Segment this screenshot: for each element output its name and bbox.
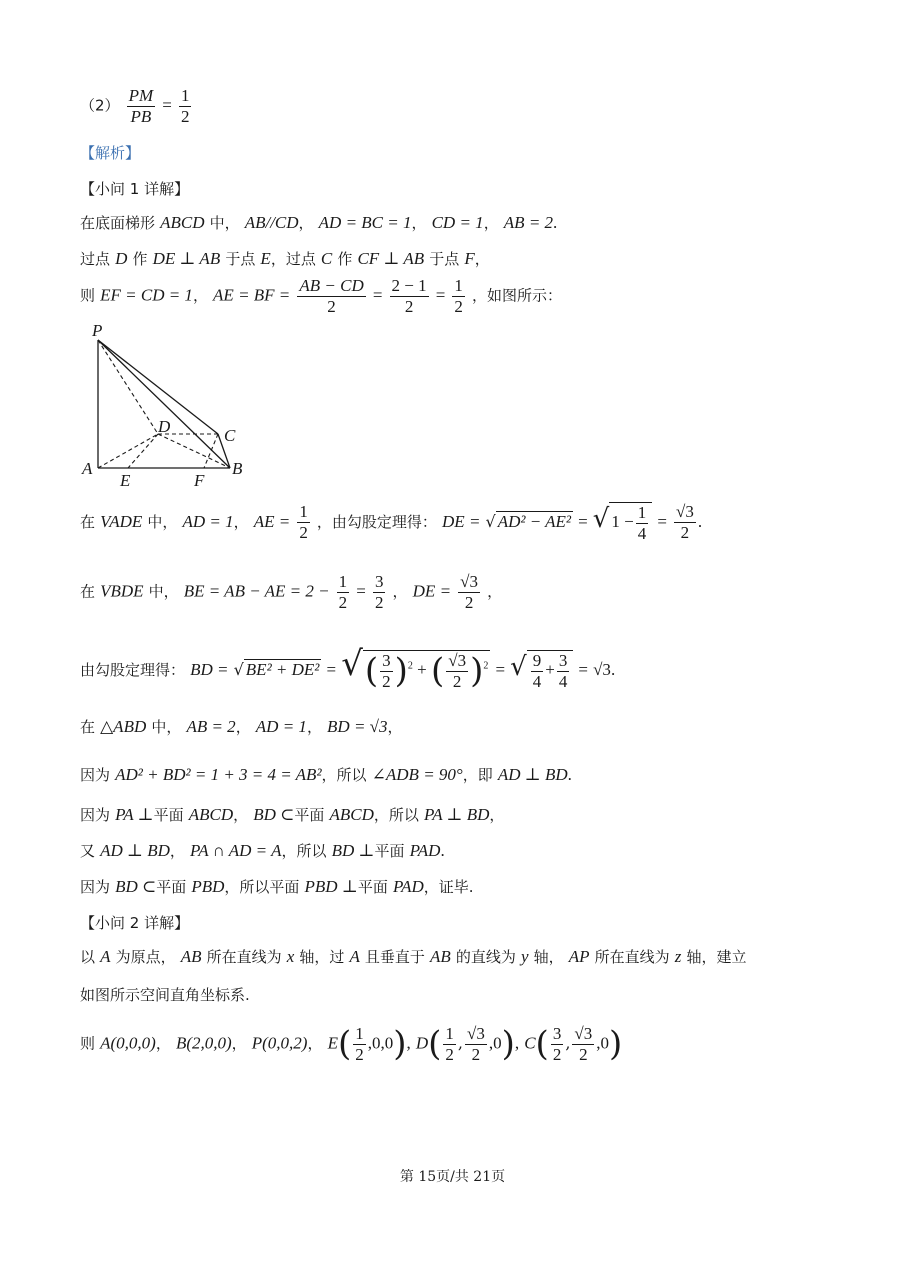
text: 所在直线为 — [206, 948, 282, 966]
text: ， — [306, 718, 322, 736]
text: ， — [392, 582, 408, 601]
math: DE = — [412, 581, 452, 601]
half-denominator: 2 — [180, 106, 190, 126]
numerator: 2 − 1 — [391, 276, 427, 295]
text: 中， — [148, 582, 179, 601]
equals-sign: = — [578, 660, 588, 679]
math: PAD — [392, 877, 424, 896]
math: CD = 1 — [431, 213, 484, 232]
fraction — [446, 651, 468, 691]
fraction — [297, 276, 365, 316]
text: ， — [483, 214, 499, 232]
text: . — [553, 213, 558, 232]
numerator: 1 — [454, 276, 463, 295]
part2-answer — [80, 86, 865, 126]
edge-PD — [98, 340, 158, 434]
solution-line-8 — [80, 764, 865, 785]
math: BD = — [190, 660, 229, 679]
half-numerator: 1 — [180, 86, 190, 105]
text: ，由勾股定理得： — [316, 512, 437, 531]
solution-line-9 — [80, 804, 865, 825]
math: C — [320, 249, 333, 268]
fraction — [531, 651, 544, 691]
half-fraction — [179, 86, 192, 126]
ratio-denominator: PB — [130, 106, 152, 126]
radicand: AD² − AE² — [497, 511, 572, 531]
fraction — [465, 1024, 487, 1064]
math: AD = 1 — [182, 511, 234, 531]
text: 轴，建立 — [686, 948, 747, 966]
text: 因为 — [80, 806, 111, 824]
coords: ,0,0 — [367, 1033, 394, 1053]
radicand-term: 1 − — [611, 511, 634, 531]
math: AD ⊥ BD — [497, 765, 568, 784]
text: 则 — [80, 286, 96, 305]
point-D: D — [415, 1033, 429, 1053]
math: ABCD — [160, 213, 205, 232]
text: 轴， — [533, 948, 564, 966]
fraction — [452, 276, 465, 316]
edge-CF — [204, 434, 218, 468]
math: EF = CD = 1 — [100, 285, 193, 305]
math: PA ⊥ BD — [424, 805, 490, 824]
math: D — [115, 249, 128, 268]
label-C: C — [224, 426, 236, 445]
text: 于点 — [429, 250, 460, 268]
radicand: BE² + DE² — [245, 660, 320, 679]
denominator: 2 — [454, 296, 463, 316]
math: AP — [568, 947, 590, 966]
label-B: B — [232, 459, 243, 478]
text: ， — [307, 1034, 323, 1053]
text: 的直线为 — [455, 948, 516, 966]
math: F — [464, 249, 475, 268]
math: AD ⊥ BD — [100, 841, 170, 860]
text: . — [567, 765, 572, 784]
denominator: 2 — [374, 592, 384, 612]
math: A — [100, 947, 111, 966]
label-A: A — [82, 459, 93, 478]
fraction — [443, 1024, 456, 1064]
text: 又 — [80, 842, 96, 860]
text: ， — [233, 512, 249, 531]
solution-line-4: 在 VADE 中， AD = 1， AE = $\frac{1}{2}$ ，由勾股定理得： DE = √ AD² − AE² = √ 1 − $\frac{1}{4}$ = $\frac{√3}{2}$ . — [80, 502, 703, 543]
denominator: 2 — [452, 671, 462, 691]
comma: , — [406, 1033, 411, 1053]
edge-PB — [98, 340, 230, 468]
math: A — [349, 947, 360, 966]
equals-sign: = — [326, 660, 337, 679]
edge-DE — [128, 434, 158, 468]
text: 在 — [80, 512, 96, 531]
text: 平面 — [357, 878, 388, 896]
text: 轴，过 — [299, 948, 345, 966]
text: ，证毕. — [423, 878, 474, 896]
text: 过点 — [80, 250, 111, 268]
coords: ,0 — [596, 1033, 609, 1053]
numerator: 3 — [374, 572, 384, 591]
numerator: √3 — [574, 1024, 593, 1043]
text: 在底面梯形 — [80, 214, 156, 232]
math: DE ⊥ AB — [152, 249, 221, 268]
text: ， — [298, 214, 314, 232]
denominator: 4 — [558, 671, 568, 691]
solution-line-11 — [80, 876, 865, 897]
denominator: 2 — [355, 1044, 364, 1064]
math: AB — [180, 947, 202, 966]
solution-line-12 — [80, 946, 895, 967]
math: PA ∩ AD = A — [190, 841, 282, 860]
equals-sign: = — [162, 95, 172, 115]
numerator: √3 — [676, 502, 694, 522]
equals-sign: = — [372, 285, 383, 305]
numerator: 1 — [338, 572, 348, 591]
text: 作 — [337, 250, 353, 268]
fraction — [380, 651, 393, 691]
denominator: 2 — [445, 1044, 454, 1064]
math: DE = — [442, 511, 481, 531]
denominator: 2 — [579, 1044, 588, 1064]
text: ， — [169, 842, 185, 860]
math: AE = — [253, 511, 291, 531]
math: △ABD — [100, 717, 147, 736]
math: E — [260, 249, 271, 268]
point-P: P(0,0,2) — [251, 1033, 308, 1053]
text: 平面 — [156, 878, 187, 896]
text: 平面 — [294, 806, 325, 824]
fraction — [557, 651, 570, 691]
text: 则 — [80, 1034, 96, 1053]
text: . — [697, 511, 703, 531]
ratio-numerator: PM — [128, 86, 154, 105]
math: √3 — [593, 660, 611, 679]
analysis-tag: 【解析】 — [80, 144, 141, 162]
math: y — [521, 947, 529, 966]
text: ， — [155, 1034, 171, 1053]
math: AE = BF = — [213, 285, 291, 305]
numerator: 1 — [445, 1024, 454, 1043]
math: VADE — [100, 511, 143, 531]
denominator: 4 — [532, 671, 542, 691]
text: ，所以 — [321, 766, 367, 784]
math: BD ⊂ — [253, 805, 295, 824]
math: VBDE — [100, 581, 144, 601]
text: ， — [231, 1034, 247, 1053]
numerator: √3 — [467, 1024, 485, 1043]
text: ， — [474, 250, 490, 268]
denominator: 2 — [327, 296, 336, 316]
text: 且垂直于 — [364, 948, 425, 966]
math: PAD — [409, 841, 441, 860]
radicand — [609, 502, 652, 543]
math: PA ⊥ — [115, 805, 154, 824]
math: BE = AB − AE = 2 − — [183, 581, 330, 601]
text: ， — [192, 286, 208, 305]
fraction — [636, 503, 649, 543]
text: 平面 — [374, 842, 405, 860]
math: AD = BC = 1 — [318, 213, 412, 232]
denominator: 2 — [382, 671, 391, 691]
text: 因为 — [80, 878, 111, 896]
numerator: 3 — [382, 651, 391, 671]
numerator: 3 — [558, 651, 568, 671]
label-P: P — [92, 322, 103, 340]
label-F: F — [194, 471, 205, 490]
text: ， — [411, 214, 427, 232]
solution-line-5 — [80, 572, 865, 612]
denominator: 2 — [404, 296, 414, 316]
fraction — [297, 502, 310, 542]
q1-header: 【小问 1 详解】 — [80, 180, 190, 198]
text: . — [610, 660, 616, 679]
math: ABCD — [329, 805, 374, 824]
text: 中， — [147, 512, 178, 531]
text: 以 — [80, 948, 96, 966]
equals-sign: = — [495, 660, 506, 679]
point-B: B(2,0,0) — [175, 1033, 232, 1053]
numerator: 1 — [355, 1024, 364, 1043]
denominator: 2 — [338, 592, 348, 612]
math: AB//CD — [244, 213, 299, 232]
text: ，所以 — [373, 806, 419, 824]
math: z — [674, 947, 682, 966]
solution-line-1 — [80, 212, 865, 233]
numerator: 3 — [552, 1024, 562, 1043]
point-E: E — [327, 1033, 338, 1053]
q2-header: 【小问 2 详解】 — [80, 914, 190, 932]
text: 为原点， — [115, 948, 176, 966]
math: AD² + BD² = 1 + 3 = 4 = AB² — [115, 765, 322, 784]
pyramid-figure — [80, 322, 270, 492]
math: PBD ⊥ — [304, 877, 358, 896]
math: BD ⊥ — [331, 841, 375, 860]
solution-line-13: 如图所示空间直角坐标系. — [80, 986, 250, 1004]
text: ， — [387, 718, 403, 736]
text: ，所以 — [281, 842, 327, 860]
denominator: 2 — [471, 1044, 481, 1064]
numerator: √3 — [448, 651, 467, 671]
label-D: D — [158, 417, 171, 436]
text: ，过点 — [270, 250, 316, 268]
fraction — [674, 502, 696, 542]
text: ，如图所示： — [471, 286, 562, 305]
text: 中， — [209, 214, 240, 232]
text: 因为 — [80, 766, 111, 784]
fraction — [572, 1024, 594, 1064]
text: 于点 — [225, 250, 256, 268]
math: ∠ADB = 90° — [371, 765, 463, 784]
fraction — [337, 572, 350, 612]
ratio-fraction — [127, 86, 156, 126]
numerator: √3 — [460, 572, 478, 591]
text: 在 — [80, 582, 96, 601]
solution-line-2 — [80, 248, 865, 269]
text: 中， — [151, 718, 182, 736]
radicand: ( $\frac{3}{2}$ )$^2$ + ( $\frac{√3}{2}$ )$^2$ — [364, 651, 489, 692]
numerator: 1 — [637, 503, 647, 522]
denominator: 2 — [299, 522, 308, 542]
math: x — [286, 947, 295, 966]
numerator: 9 — [532, 651, 542, 671]
fraction — [390, 276, 429, 316]
denominator: 2 — [680, 522, 690, 542]
point-C: C — [524, 1033, 536, 1053]
solution-line-3 — [80, 276, 865, 316]
fraction — [551, 1024, 564, 1064]
denominator: 4 — [637, 523, 647, 543]
text: ，所以平面 — [224, 878, 300, 896]
fraction — [373, 572, 386, 612]
math: AD = 1 — [255, 717, 307, 736]
math: AB = 2 — [503, 213, 554, 232]
solution-line-10 — [80, 840, 865, 861]
math: AB — [430, 947, 451, 966]
equals-sign: = — [356, 581, 366, 601]
solution-line-6: 由勾股定理得： BD = √ BE² + DE² = √( $\frac{3}{2}$ )$^2$ + ( $\frac{√3}{2}$ )$^2$ = √ $\frac{9}{4}$ + $\frac{3}{4}$ = √3. — [80, 644, 616, 692]
equals-sign: = — [435, 285, 446, 305]
denominator: 2 — [464, 592, 474, 612]
math: BD = √3 — [327, 717, 388, 736]
text: 平面 — [153, 806, 184, 824]
text: ， — [489, 806, 505, 824]
comma: , — [514, 1033, 520, 1053]
numerator: AB − CD — [299, 276, 364, 295]
text: ， — [487, 582, 503, 601]
text: ，即 — [462, 766, 493, 784]
page-footer: 第 15页/共 21页 — [399, 1169, 506, 1185]
solution-line-7 — [80, 716, 865, 737]
fraction — [353, 1024, 366, 1064]
numerator: 1 — [299, 502, 308, 522]
text: 所在直线为 — [594, 948, 670, 966]
text: ， — [235, 718, 251, 736]
text: 由勾股定理得： — [80, 661, 186, 679]
coords: ,0 — [488, 1033, 502, 1053]
radicand: $\frac{9}{4}$ + $\frac{3}{4}$ — [527, 650, 574, 691]
math: BD ⊂ — [115, 877, 157, 896]
text: ， — [233, 806, 249, 824]
solution-line-14: 则 A(0,0,0)， B(2,0,0)， P(0,0,2)， E( $\frac{1}{2}$ ,0,0), D( $\frac{1}{2}$ , $\frac{√3}{2}$ ,0), C( $\frac{3}{2}$ , $\frac{√3}{2}$ ,0) — [80, 1024, 623, 1065]
edge-AD — [98, 434, 158, 468]
point-A: A(0,0,0) — [100, 1033, 156, 1053]
math: PBD — [191, 877, 225, 896]
part-label: （2） — [80, 96, 120, 115]
text: 在 — [80, 718, 96, 736]
denominator: 2 — [552, 1044, 562, 1064]
math: AB = 2 — [186, 717, 236, 736]
equals-sign: = — [657, 511, 667, 531]
label-E: E — [120, 471, 131, 490]
text: . — [440, 841, 445, 860]
equals-sign: = — [578, 511, 588, 531]
text: 作 — [132, 250, 148, 268]
math: ABCD — [188, 805, 234, 824]
plus-sign: + — [417, 660, 427, 679]
fraction — [458, 572, 480, 612]
math: CF ⊥ AB — [357, 249, 425, 268]
